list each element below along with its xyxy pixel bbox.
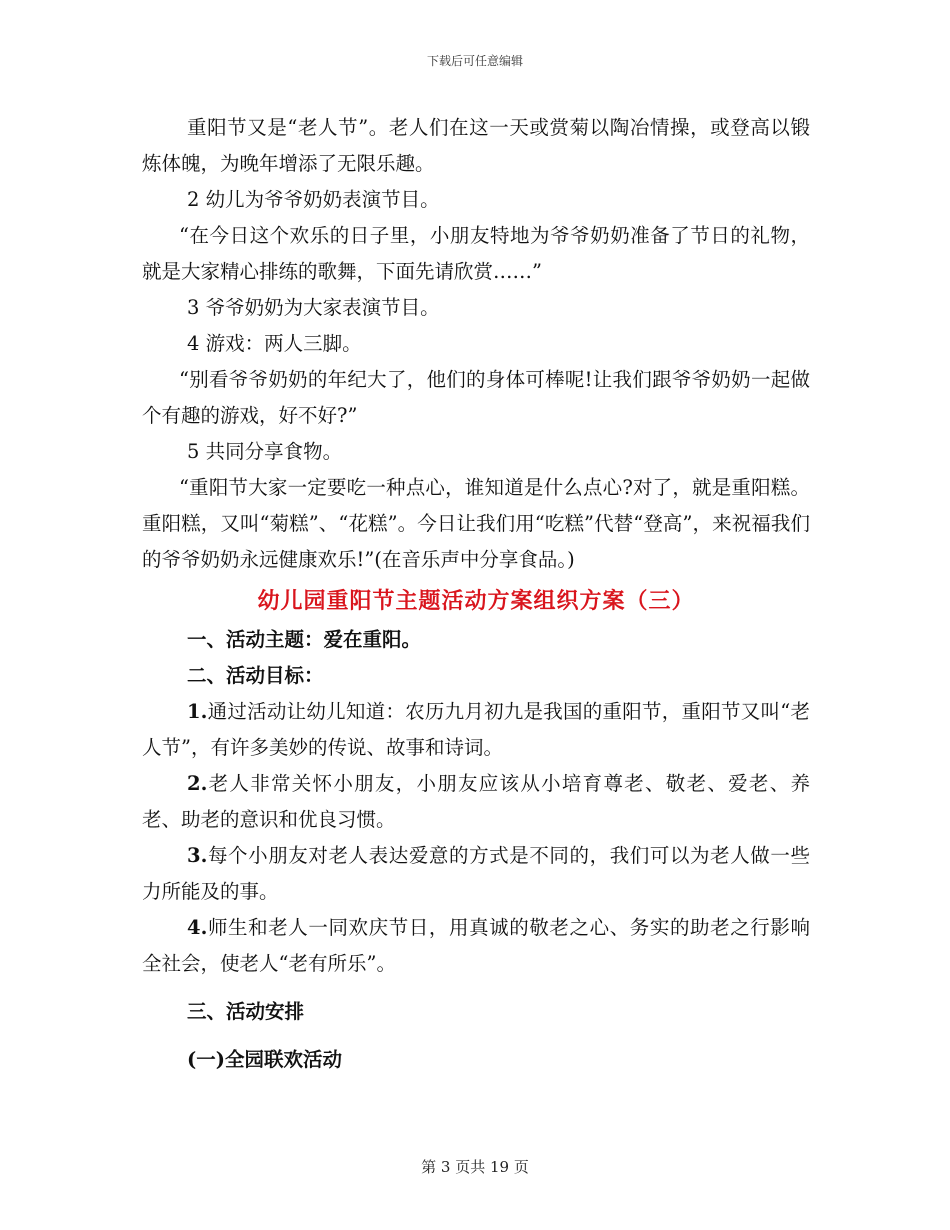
paragraph: 4 游戏：两人三脚。 [187,332,362,355]
paragraph: 2 幼儿为爷爷奶奶表演节目。 [187,188,440,211]
goal-text: 师生和老人一同欢庆节日，用真诚的敬老之心、务实的助老之行影响全社会，使老人“老有所乐”。 [142,916,810,975]
document-body [142,110,810,1078]
page-header: 下载后可任意编辑 [426,54,523,68]
paragraph: 5 共同分享食物。 [187,440,343,463]
section-title: 幼儿园重阳节主题活动方案组织方案（三） [257,588,695,614]
goal-text: 老人非常关怀小朋友，小朋友应该从小培育尊老、敬老、爱老、养老、助老的意识和优良习惯。 [142,772,810,831]
sub-heading: (一)全园联欢活动 [187,1048,342,1071]
goal-item [142,694,810,766]
paragraph: “在今日这个欢乐的日子里，小朋友特地为爷爷奶奶准备了节日的礼物，就是大家精心排练的歌舞，下面先请欣赏……” [142,224,810,283]
goal-number: 1. [187,700,208,723]
goal-item [142,910,810,982]
goal-text: 每个小朋友对老人表达爱意的方式是不同的，我们可以为老人做一些力所能及的事。 [142,844,810,903]
paragraph: 重阳节又是“老人节”。老人们在这一天或赏菊以陶冶情操，或登高以锻炼体魄，为晚年增添了无限乐趣。 [142,116,810,175]
theme-heading: 一、活动主题：爱在重阳。 [187,628,422,651]
paragraph: 3 爷爷奶奶为大家表演节目。 [187,296,440,319]
goals-heading: 二、活动目标： [187,664,324,687]
paragraph: “重阳节大家一定要吃一种点心，谁知道是什么点心?对了，就是重阳糕。重阳糕，又叫“菊糕”、“花糕”。今日让我们用“吃糕”代替“登高”，来祝福我们的爷爷奶奶永远健康欢乐!”(在音乐声中分享食品。) [142,476,810,571]
paragraph: “别看爷爷奶奶的年纪大了，他们的身体可棒呢!让我们跟爷爷奶奶一起做个有趣的游戏，好不好?” [142,368,810,427]
goal-number: 4. [187,916,208,939]
goal-item [142,766,810,838]
goal-item [142,838,810,910]
goal-number: 2. [187,772,208,795]
arrangement-heading: 三、活动安排 [187,1000,305,1023]
goal-text: 通过活动让幼儿知道：农历九月初九是我国的重阳节，重阳节又叫“老人节”，有许多美妙的传说、故事和诗词。 [142,700,810,759]
goal-number: 3. [187,844,208,867]
page-footer: 第 3 页共 19 页 [421,1158,529,1176]
